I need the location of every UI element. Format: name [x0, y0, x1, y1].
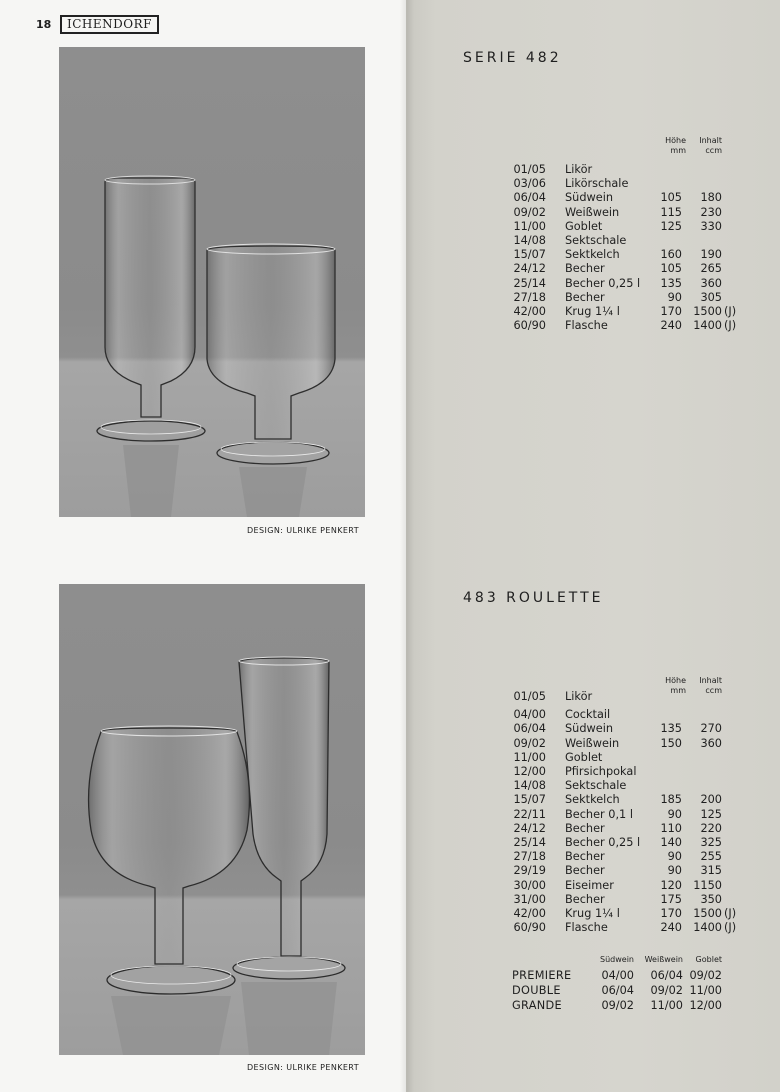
- height-header-unit: mm: [670, 146, 686, 155]
- item-name: Sektschale: [565, 779, 627, 793]
- item-code: 27/18: [513, 850, 546, 864]
- item-code: 30/00: [513, 878, 546, 892]
- design-credit-bottom: DESIGN: ULRIKE PENKERT: [247, 1063, 359, 1072]
- item-code: 42/00: [513, 305, 546, 318]
- item-volume: 220: [700, 821, 722, 835]
- item-note: (J): [724, 305, 737, 318]
- item-code: 24/12: [513, 262, 546, 276]
- item-height: 175: [660, 892, 682, 906]
- item-name: Weißwein: [565, 736, 620, 750]
- item-volume: 1500: [693, 907, 722, 920]
- item-height: 105: [660, 262, 682, 276]
- page-number: 18: [36, 18, 52, 31]
- item-name: Becher 0,1 l: [565, 807, 633, 821]
- set-value: 09/02: [689, 969, 722, 982]
- item-height: 90: [667, 864, 682, 878]
- volume-header-unit: ccm: [705, 686, 722, 695]
- item-code: 24/12: [513, 821, 546, 835]
- product-photo-roulette-483: [59, 584, 365, 1055]
- item-name: Goblet: [565, 219, 603, 233]
- serie-482-volume-header: [690, 136, 722, 156]
- volume-header-unit: ccm: [705, 146, 722, 155]
- item-volume: 1500: [693, 305, 722, 318]
- item-name: Becher 0,25 l: [565, 276, 641, 290]
- item-volume: 190: [700, 248, 722, 262]
- item-code: 14/08: [513, 779, 546, 793]
- item-height: 150: [660, 736, 682, 750]
- item-name: Becher: [565, 262, 605, 276]
- item-note: (J): [724, 907, 737, 920]
- item-height: 240: [660, 319, 682, 333]
- sets-header-goblet: Goblet: [695, 955, 722, 964]
- set-value: 11/00: [689, 984, 722, 997]
- item-name: Eiseimer: [565, 878, 614, 892]
- item-volume: 1400: [693, 921, 722, 935]
- item-volume: 315: [700, 864, 722, 878]
- roulette-483-title: 483 ROULETTE: [463, 590, 604, 606]
- roulette-483-height-header: [650, 676, 686, 696]
- set-label: PREMIERE: [512, 969, 572, 982]
- item-code: 15/07: [513, 793, 546, 807]
- item-code: 60/90: [513, 921, 546, 935]
- item-name: Goblet: [565, 750, 603, 764]
- item-code: 27/18: [513, 290, 546, 304]
- item-volume: 305: [700, 290, 722, 304]
- item-height: 170: [660, 305, 682, 318]
- item-code: 25/14: [513, 836, 546, 849]
- item-name: Pfirsichpokal: [565, 765, 637, 778]
- item-height: 125: [660, 219, 682, 233]
- item-name: Likörschale: [565, 177, 629, 191]
- item-height: 170: [660, 907, 682, 920]
- brand-logo: ICHENDORF: [60, 15, 159, 34]
- item-height: 90: [667, 807, 682, 821]
- item-volume: 270: [700, 722, 722, 736]
- item-code: 22/11: [513, 807, 546, 821]
- item-code: 09/02: [513, 205, 546, 219]
- spine-shadow: [400, 0, 414, 1092]
- set-value: 06/04: [650, 969, 683, 982]
- item-height: 110: [660, 821, 682, 835]
- volume-header-label: Inhalt: [699, 136, 722, 145]
- item-name: Südwein: [565, 722, 613, 736]
- item-code: 11/00: [513, 219, 546, 233]
- roulette-483-volume-header: [690, 676, 722, 696]
- item-volume: 350: [700, 892, 722, 906]
- item-code: 04/00: [513, 708, 546, 722]
- item-height: 120: [660, 878, 682, 892]
- item-code: 03/06: [513, 177, 546, 191]
- item-note: (J): [724, 319, 737, 333]
- item-code: 06/04: [513, 722, 546, 736]
- set-value: 11/00: [650, 999, 683, 1012]
- item-name: Sektkelch: [565, 793, 620, 807]
- item-code: 09/02: [513, 736, 546, 750]
- item-name: Weißwein: [565, 205, 620, 219]
- set-value: 09/02: [601, 999, 634, 1012]
- item-code: 31/00: [513, 892, 546, 906]
- item-name: Sektkelch: [565, 248, 620, 262]
- set-value: 09/02: [650, 984, 683, 997]
- glassware-illustration-482: [59, 47, 365, 517]
- item-name: Becher: [565, 850, 605, 864]
- item-name: Likör: [565, 690, 593, 703]
- item-volume: 265: [700, 262, 722, 276]
- item-height: 90: [667, 290, 682, 304]
- item-height: 185: [660, 793, 682, 807]
- item-name: Likör: [565, 163, 593, 176]
- item-volume: 255: [700, 850, 722, 864]
- height-header-label: Höhe: [665, 136, 686, 145]
- item-height: 135: [660, 722, 682, 736]
- item-height: 105: [660, 191, 682, 205]
- serie-482-height-header: [650, 136, 686, 156]
- item-name: Becher: [565, 821, 605, 835]
- item-volume: 125: [700, 807, 722, 821]
- item-volume: 200: [700, 793, 722, 807]
- design-credit-top: DESIGN: ULRIKE PENKERT: [247, 526, 359, 535]
- item-code: 01/05: [513, 163, 546, 176]
- item-note: (J): [724, 921, 737, 935]
- item-name: Südwein: [565, 191, 613, 205]
- item-name: Krug 1¼ l: [565, 305, 620, 318]
- height-header-label: Höhe: [665, 676, 686, 685]
- item-volume: 1150: [693, 878, 722, 892]
- item-code: 60/90: [513, 319, 546, 333]
- set-label: DOUBLE: [512, 984, 561, 997]
- item-code: 12/00: [513, 765, 546, 778]
- volume-header-label: Inhalt: [699, 676, 722, 685]
- sets-header-suedwein: Südwein: [600, 955, 634, 964]
- sets-header-weisswein: Weißwein: [644, 955, 683, 964]
- item-code: 25/14: [513, 276, 546, 290]
- set-label: GRANDE: [512, 999, 562, 1012]
- item-name: Becher: [565, 864, 605, 878]
- item-code: 11/00: [513, 750, 546, 764]
- item-volume: 325: [700, 836, 722, 849]
- item-code: 42/00: [513, 907, 546, 920]
- serie-482-title: SERIE 482: [463, 50, 562, 66]
- item-name: Flasche: [565, 921, 608, 935]
- set-value: 04/00: [601, 969, 634, 982]
- item-volume: 360: [700, 276, 722, 290]
- item-code: 01/05: [513, 690, 546, 703]
- item-height: 160: [660, 248, 682, 262]
- item-volume: 360: [700, 736, 722, 750]
- height-header-unit: mm: [670, 686, 686, 695]
- item-volume: 330: [700, 219, 722, 233]
- item-name: Krug 1¼ l: [565, 907, 620, 920]
- item-code: 14/08: [513, 234, 546, 247]
- item-volume: 230: [700, 205, 722, 219]
- item-height: 140: [660, 836, 682, 849]
- item-volume: 180: [700, 191, 722, 205]
- item-height: 240: [660, 921, 682, 935]
- item-name: Becher: [565, 290, 605, 304]
- item-name: Becher 0,25 l: [565, 836, 641, 849]
- item-name: Becher: [565, 892, 605, 906]
- set-value: 06/04: [601, 984, 634, 997]
- glassware-illustration-483: [59, 584, 365, 1055]
- item-code: 29/19: [513, 864, 546, 878]
- set-value: 12/00: [689, 999, 722, 1012]
- item-height: 135: [660, 276, 682, 290]
- item-code: 06/04: [513, 191, 546, 205]
- item-height: 115: [660, 205, 682, 219]
- product-photo-serie-482: [59, 47, 365, 517]
- item-height: 90: [667, 850, 682, 864]
- item-code: 15/07: [513, 248, 546, 262]
- item-name: Cocktail: [565, 708, 611, 722]
- item-name: Flasche: [565, 319, 608, 333]
- item-volume: 1400: [693, 319, 722, 333]
- item-name: Sektschale: [565, 234, 627, 247]
